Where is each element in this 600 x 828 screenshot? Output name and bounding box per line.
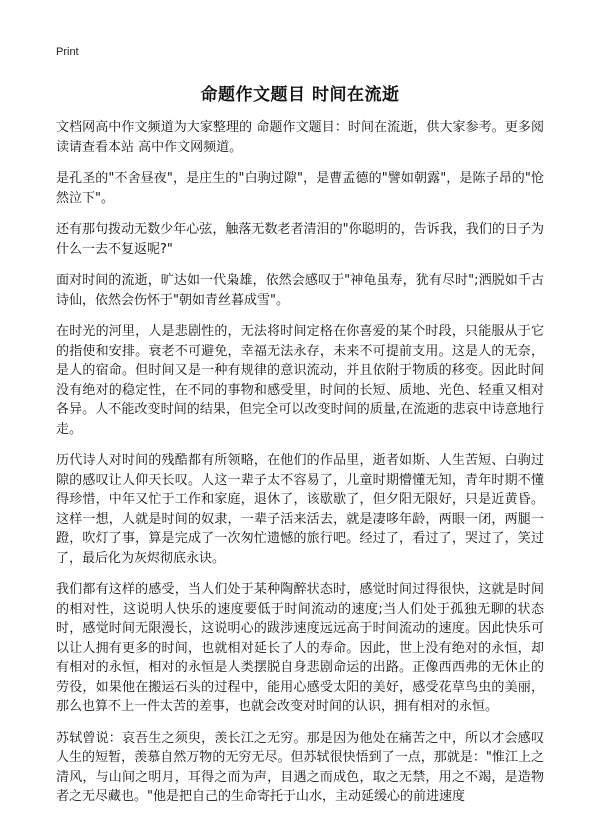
- article-paragraph: 我们都有这样的感受，当人们处于某种陶醉状态时，感觉时间过得很快，这就是时间的相对性，这说明人快乐的速度要低于时间流动的速度;当人们处于孤独无聊的状态时，感觉时间无限漫长，这说明心的跋涉速度远远高于时间流动的速度。因此快乐可以让人拥有更多的时间，也就相对延长了人的寿命。因此，世上没有绝对的永恒，却有相对的永恒，相对的永恒是人类摆脱自身悲剧命运的出路。正像西西弗的无休止的劳役，如果他在搬运石头的过程中，能用心感受太阳的美好，感受花草鸟虫的美丽，那么也算不上一件太苦的差事，也就会改变对时间的认识，拥有相对的永恒。: [56, 582, 544, 714]
- article-paragraph: 历代诗人对时间的残酷都有所领略，在他们的作品里，逝者如斯、人生苦短、白驹过隙的感叹让人仰天长叹。人这一辈子太不容易了，儿童时期懵懂无知，青年时期不懂得珍惜，中年又忙于工作和家庭，退休了，该歇歇了，但夕阳无限好，只是近黄昏。这样一想，人就是时间的奴隶，一辈子活来活去，就是凄哆年龄，两眼一闭，两腿一蹬，吹灯了事，算是完成了一次匆忙遗憾的旅行吧。经过了，看过了，哭过了，笑过了，最后化为灰烬彻底永诀。: [56, 453, 544, 566]
- article-paragraph: 还有那句拨动无数少年心弦，触落无数老者清泪的"你聪明的，告诉我，我们的日子为什么一去不复返呢?": [56, 222, 544, 257]
- article-title: 命题作文题目 时间在流逝: [200, 85, 400, 105]
- article-body: [56, 118, 544, 819]
- article-paragraph: 是孔圣的"不舍昼夜"，是庄生的"白驹过隙"，是曹孟德的"譬如朝露"，是陈子昂的"怆然泣下"。: [56, 171, 544, 206]
- article-paragraph: 文档网高中作文频道为大家整理的 命题作文题目：时间在流逝，供大家参考。更多阅读请查看本站 高中作文网频道。: [56, 120, 544, 155]
- article-paragraph: 苏轼曾说：哀吾生之须臾，羡长江之无穷。那是因为他处在痛苦之中，所以才会感叹人生的短暂，羡慕自然万物的无穷无尽。但苏轼很快悟到了一点，那就是："惟江上之清风，与山间之明月，耳得之而为声，目遇之而成色，取之无禁，用之不竭，是造物者之无尽藏也。"他是把自己的生命寄托于山水，主动延缓心的前进速度: [56, 730, 544, 804]
- article-paragraph: 面对时间的流逝，旷达如一代枭雄，依然会感叹于"神龟虽寿，犹有尽时";洒脱如千古诗仙，依然会伤怀于"朝如青丝暮成雪"。: [56, 273, 544, 308]
- print-link[interactable]: Print: [56, 46, 79, 58]
- article-paragraph: 在时光的河里，人是悲剧性的，无法将时间定格在你喜爱的某个时段，只能服从于它的指使和安排。衰老不可避免，幸福无法永存，未来不可提前支用。这是人的无奈，是人的宿命。但时间又是一种有规律的意识流动，并且依附于物质的移变。因此时间没有绝对的稳定性，在不同的事物和感受里，时间的长短、质地、光色、轻重又相对各异。人不能改变时间的结果，但完全可以改变时间的质量,在流逝的悲哀中诗意地行走。: [56, 324, 544, 437]
